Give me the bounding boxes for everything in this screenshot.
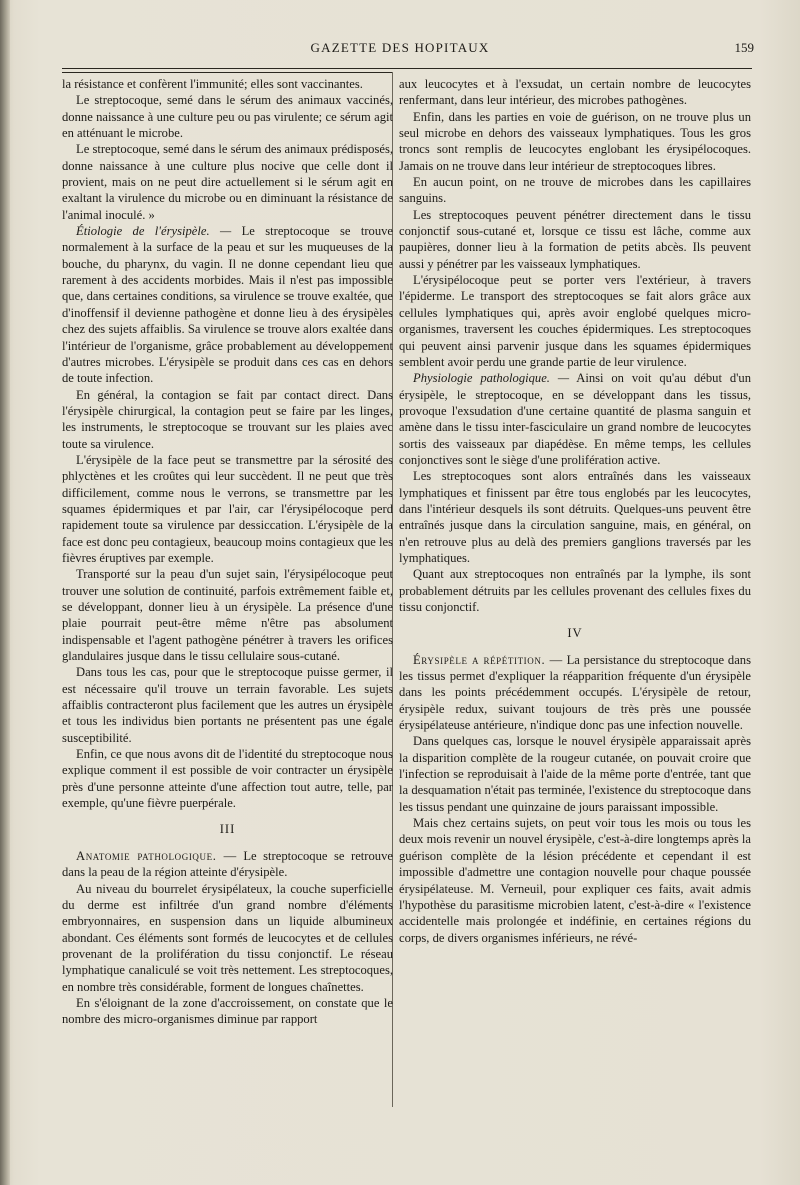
paragraph: L'érysipélocoque peut se porter vers l'extérieur, à travers l'épiderme. Le transport des streptocoques se fait alors grâce aux cellules lymphatiques qui, après avoir englobé quelques micro-organismes, traversent les couches épidermiques. Les streptocoques qui peuvent ainsi parvenir jusque dans les squames épidermiques semblent avoir perdu une grande partie de leur virulence. bbox=[399, 273, 751, 369]
paragraph-etiology bbox=[62, 223, 393, 386]
paragraph: Le streptocoque, semé dans le sérum des animaux prédisposés, donne naissance à une culture plus nocive que celle dont il provient, mais on ne peut dire actuellement si le sérum agit en exaltant la virulence du microbe ou en diminuant la résistance de l'animal inoculé. » bbox=[62, 142, 393, 222]
right-column bbox=[399, 76, 751, 946]
paragraph-repeat bbox=[399, 652, 751, 734]
header-rule-double bbox=[62, 72, 392, 73]
header-rule bbox=[62, 68, 752, 69]
paragraph: la résistance et confèrent l'immunité; elles sont vaccinantes. bbox=[62, 77, 363, 91]
paragraph-text: Ainsi on voit qu'au début d'un érysipèle, le streptocoque, en se développant dans les tissus, provoque l'exsudation d'une certaine quantité de plasma sanguin et amène dans le tissu inter-fasciculaire un grand nombre de leucocytes sortis des vaisseaux par diapédèse. En même temps, les cellules conjonctives sont le siège d'une prolifération active. bbox=[399, 371, 751, 467]
paragraph: Au niveau du bourrelet érysipélateux, la couche superficielle du derme est infiltrée d'un grand nombre d'éléments embryonnaires, en suspension dans un liquide albumineux abondant. Ces éléments sont formés de leucocytes et de cellules provenant de la prolifération du tissu conjonctif. Le réseau lymphatique canaliculé se voit très nettement. Les streptocoques, en nombre très considérable, forment de longues chaînettes. bbox=[62, 881, 393, 994]
anatomy-heading: Anatomie pathologique. — bbox=[76, 848, 237, 863]
journal-title: GAZETTE DES HOPITAUX bbox=[310, 40, 490, 55]
section-heading-iv: IV bbox=[567, 626, 583, 641]
paragraph: Le streptocoque, semé dans le sérum des animaux vaccinés, donne naissance à une culture peu ou pas virulente; ce sérum agit en atténuant le microbe. bbox=[62, 93, 393, 141]
running-head bbox=[40, 40, 760, 60]
paragraph: Enfin, dans les parties en voie de guérison, on ne trouve plus un seul microbe en dehors des vaisseaux lymphatiques. Tous les gros troncs sont remplis de leucocytes englobant les érysipélocoques. Jamais on ne trouve dans leur intérieur de streptocoques libres. bbox=[399, 109, 751, 173]
paragraph: Mais chez certains sujets, on peut voir tous les mois ou tous les deux mois revenir un nouvel érysipèle, c'est-à-dire longtemps après la guérison complète de la lésion précédente et cependant il est impossible d'admettre une contagion nouvelle pour chaque poussée érysipélateuse. M. Verneuil, pour expliquer ces faits, avait admis l'hypothèse du parasitisme microbien latent, c'est-à-dire « l'existence accidentelle mais prolongée et indéfinie, en certaines régions du corps, de divers organismes inférieurs, ne révé- bbox=[399, 816, 751, 945]
paragraph: En s'éloignant de la zone d'accroissement, on constate que le nombre des micro-organismes diminue par rapport bbox=[62, 995, 393, 1027]
paragraph: Les streptocoques sont alors entraînés dans les vaisseaux lymphatiques et finissent par être tous englobés par les leucocytes, dans l'intérieur desquels ils sont détruits. Quelques-uns peuvent être entraînés jusque dans la circulation sanguine, mais, en général, on n'en retrouve plus au delà des premiers ganglions traversés par les lymphatiques. bbox=[399, 469, 751, 565]
paragraph: Transporté sur la peau d'un sujet sain, l'érysipélocoque peut trouver une solution de continuité, parfois extrêmement faible et, se développant, donner lieu à un érysipèle. La présence d'une plaie pourrait peut-être même n'être pas absolument indispensable et l'agent pathogène pénétrer à travers les orifices glandulaires jusque dans le tissu cellulaire sous-cutané. bbox=[62, 567, 393, 664]
paragraph-text: Le streptocoque se trouve normalement à la surface de la peau et sur les muqueuses de la bouche, du pharynx, du vagin. Il ne donne cependant lieu que rarement à des accidents morbides. Mais il n'est pas impossible que, dans certaines conditions, sa virulence se trouve exaltée, que d'inoffensif il devienne pathogène et donne lieu à des érysipèles chez des sujets affaiblis. Sa virulence se trouve alors exaltée dans l'intérieur de l'organisme, grâce probablement au développement d'autres microbes. L'érysipèle se produit dans ces cas en dehors de toute infection. bbox=[62, 224, 393, 386]
paragraph-text: Le streptocoque se retrouve dans la peau de la région atteinte d'érysipèle. bbox=[62, 848, 393, 880]
physiology-heading: Physiologie pathologique. — bbox=[413, 371, 570, 386]
paragraph: Quant aux streptocoques non entraînés par la lymphe, ils sont probablement détruits par les cellules provenant des cellules fixes du tissu conjonctif. bbox=[399, 567, 751, 614]
repeat-heading: Érysipèle a répétition. — bbox=[413, 652, 563, 667]
paragraph: Enfin, ce que nous avons dit de l'identité du streptocoque nous explique comment il est possible de voir contracter un érysipèle près d'une personne atteinte d'une affection tout autre, telle, par exemple, qu'une fièvre puerpérale. bbox=[62, 747, 393, 811]
paragraph-physiology bbox=[399, 370, 751, 468]
section-heading-iii: III bbox=[219, 822, 236, 837]
left-column bbox=[62, 76, 393, 1028]
paragraph-text: La persistance du streptocoque dans les tissus permet d'expliquer la réapparition fréquente d'un érysipèle dans les points précédemment occupés. L'érysipèle de retour, érysipèle redux, suivant toujours de très près une poussée érysipélateuse antérieure, n'indique donc pas une infection nouvelle. bbox=[399, 652, 751, 733]
paragraph: aux leucocytes et à l'exsudat, un certain nombre de leucocytes renfermant, dans leur intérieur, des microbes pathogènes. bbox=[399, 77, 751, 108]
paragraph: L'érysipèle de la face peut se transmettre par la sérosité des phlyctènes et les croûtes qui leur succèdent. Il ne peut que très difficilement, comme nous le verrons, se transmettre par les squames épidermiques et par l'air, car l'érysipélocoque perd rapidement toute sa virulence par dessiccation. L'érysipèle de la face est donc peu contagieux, beaucoup moins contagieux que les fièvres éruptives par exemple. bbox=[62, 452, 393, 565]
paragraph: Dans tous les cas, pour que le streptocoque puisse germer, il est nécessaire qu'il trouve un terrain favorable. Les sujets affaiblis contracteront plus facilement que les autres un érysipèle et tous les individus bien portants ne présentent pas une égale susceptibilité. bbox=[62, 665, 393, 745]
paragraph-anatomy bbox=[62, 848, 393, 881]
etiology-heading: Étiologie de l'érysipèle. — bbox=[76, 224, 232, 239]
paragraph: Dans quelques cas, lorsque le nouvel érysipèle apparaissait après la disparition complète de la rougeur cutanée, on pouvait croire que l'infection se reproduisait à l'aide de la même porte d'entrée, tant que la desquamation n'était pas terminée, l'existence du streptocoque dans les tissus pendant une quinzaine de jours paraissant impossible. bbox=[399, 734, 751, 814]
paragraph: En général, la contagion se fait par contact direct. Dans l'érysipèle chirurgical, la contagion peut se faire par les linges, les instruments, le streptocoque se trouvant sur les plaies avec toute sa virulence. bbox=[62, 387, 393, 451]
page-number: 159 bbox=[734, 40, 754, 55]
paragraph: Les streptocoques peuvent pénétrer directement dans le tissu conjonctif sous-cutané et, lorsque ce tissu est lâche, comme aux paupières, donner lieu à la formation de petits abcès. Ils peuvent aussi y pénétrer par les vaisseaux lymphatiques. bbox=[399, 207, 751, 271]
book-spine-shadow bbox=[0, 0, 10, 1185]
paragraph: En aucun point, on ne trouve de microbes dans les capillaires sanguins. bbox=[399, 175, 751, 206]
